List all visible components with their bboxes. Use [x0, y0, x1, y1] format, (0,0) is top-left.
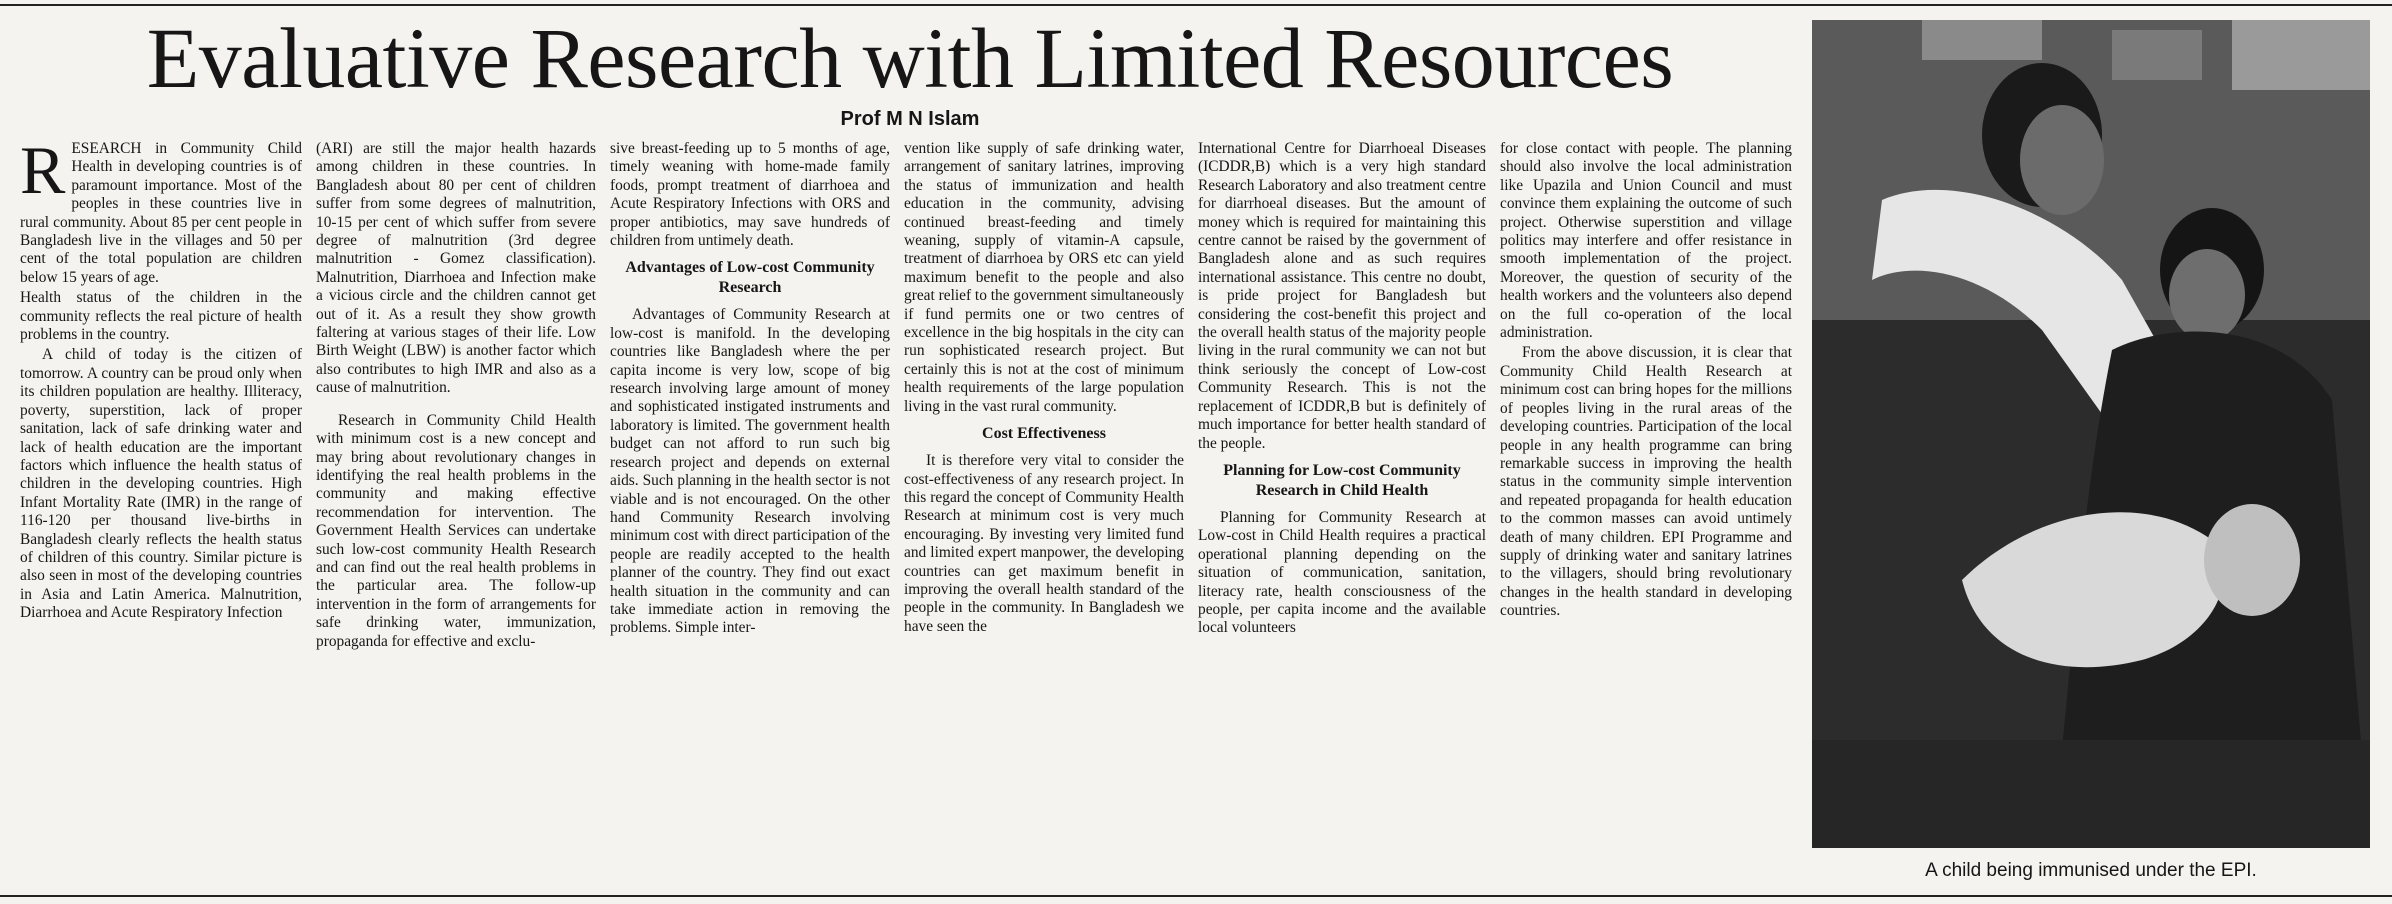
- paragraph: vention like supply of safe drinking water, arrangement of sanitary latrines, improving the status of immunization and health education in the community, advising continued breast-feeding and timely weaning, supply of vitamin-A capsule, treatment of diarrhoea by ORS etc can yield maximum benefit to the people and also great relief to the government simultaneously if fund permits one or two centres of excellence in the big hospitals in the city can run sophisticated research project. But certainly this is not at the cost of minimum health requirements of the large population living in the vast rural community.: [904, 140, 1184, 415]
- paragraph: A child of today is the citizen of tomorrow. A country can be proud only when its children population are healthy. Illiteracy, poverty, superstition, lack of proper sanitation, lack of safe drinking water and lack of health education are the important factors which influence the health status of children in the developing countries. High Infant Mortality Rate (IMR) in the range of 116-120 per thousand live-births in Bangladesh clearly reflects the health status of children of this country. Similar picture is also seen in most of the developing countries in Asia and Latin America. Malnutrition, Diarrhoea and Acute Respiratory Infection: [20, 346, 302, 622]
- headline: Evaluative Research with Limited Resources: [146, 10, 1674, 106]
- photo-caption: A child being immunised under the EPI.: [1925, 860, 2257, 881]
- article-column-4: [904, 140, 1184, 880]
- bottom-rule: [0, 895, 2392, 897]
- paragraph: ESEARCH in Community Child Health in developing countries is of paramount importance. Most of the peoples in these countries live in rural community. About 85 per cent people in Bangladesh live in the villages and 50 per cent of the total population are children below 15 years of age.: [20, 140, 302, 286]
- article-column-6: [1500, 140, 1792, 880]
- news-photo: [1812, 20, 2370, 848]
- paragraph: for close contact with people. The planning should also involve the local administration like Upazila and Union Council and must convince them explaining the outcome of such project. Otherwise superstition and village politics may interfere and offer resistance in smooth implementation of the project. Moreover, the question of security of the health workers and the volunteers also depend on the full co-operation of the local administration.: [1500, 140, 1792, 342]
- byline: Prof M N Islam: [840, 108, 980, 130]
- article-column-2: [316, 140, 596, 880]
- paragraph: (ARI) are still the major health hazards among children in these countries. In Bangladesh about 80 per cent of children suffer from some degrees of malnutrition, 10-15 per cent of which suffer from severe degree of malnutrition (3rd degree malnutrition - Gomez classification). Malnutrition, Diarrhoea and Infection make a vicious circle and the children cannot get out of it. As a result they show growth faltering at various stages of their life. Low Birth Weight (LBW) is another factor which also contributes to high IMR and also as a cause of malnutrition.: [316, 140, 596, 397]
- subheading: Planning for Low-cost Community Research in Child Health: [1223, 461, 1461, 499]
- article-column-1: [20, 140, 302, 880]
- paragraph: Planning for Community Research at Low-cost in Child Health requires a practical operational planning depending on the situation of communication, sanitation, literacy rate, health consciousness of the people, per capita income and the available local volunteers: [1198, 508, 1486, 637]
- article-column-5: [1198, 140, 1486, 880]
- article-column-3: [610, 140, 890, 880]
- subheading: Cost Effectiveness: [982, 425, 1106, 443]
- paragraph: Advantages of Community Research at low-cost is manifold. In the developing countries like Bangladesh where the per capita income is very low, scope of big research involving large amount of money and sophisticated instigated instruments and laboratory is limited. The government health budget can not afford to run such big research project and depends on external aids. Such planning in the health sector is not viable and is not encouraged. On the other hand Community Research involving minimum cost with direct participation of the people are readily accepted to the health planner of the country. They find out exact health situation in the community and can take immediate action in removing the problems. Simple inter-: [610, 306, 890, 637]
- paragraph: International Centre for Diarrhoeal Diseases (ICDDR,B) which is a very high standard Research Laboratory and also treatment centre for diarrhoeal diseases. But the amount of money which is required for maintaining this centre cannot be raised by the government of Bangladesh alone and as such requires international assistance. This centre no doubt, is pride project for Bangladesh but considering the cost-benefit this project and the overall health status of the majority people living in the rural community we can not but think seriously the concept of Low-cost Community Research. This is not the replacement of ICDDR,B but is definitely of much importance for better health standard of the people.: [1198, 140, 1486, 452]
- paragraph: It is therefore very vital to consider the cost-effectiveness of any research project. In this regard the concept of Community Health Research at minimum cost is very much encouraging. By investing very limited fund and limited expert manpower, the developing countries can get maximum benefit in improving the overall health standard of the people in the community. In Bangladesh we have seen the: [904, 452, 1184, 635]
- paragraph: sive breast-feeding up to 5 months of age, timely weaning with home-made family foods, prompt treatment of diarrhoea and Acute Respiratory Infections with ORS and proper antibiotics, may save hundreds of children from untimely death.: [610, 140, 890, 250]
- paragraph: Research in Community Child Health with minimum cost is a new concept and may bring about revolutionary changes in identifying the real health problems in the community and making effective recommendation for intervention. The Government Health Services can undertake such low-cost community Health Research and can find out the real health problems in the particular area. The follow-up intervention in the form of arrangements for safe drinking water, immunization, propaganda for effective and exclu-: [316, 411, 596, 650]
- paragraph: Health status of the children in the community reflects the real picture of health problems in the country.: [20, 289, 302, 344]
- drop-cap: R: [20, 140, 66, 208]
- top-rule: [0, 4, 2392, 6]
- paragraph: From the above discussion, it is clear that Community Child Health Research at minimum cost can bring hopes for the millions of peoples living in the rural areas of the developing countries. Participation of the local people in any health programme can bring remarkable success in improving the health status in the community simple intervention and repeated propaganda for health education to the common masses can avoid untimely death of many children. EPI Programme and supply of drinking water and sanitary latrines to the villagers, should bring revolutionary changes in the health standard in developing countries.: [1500, 344, 1792, 620]
- subheading: Advantages of Low-cost Community Research: [625, 259, 875, 297]
- photo-illustration: [1812, 20, 2370, 848]
